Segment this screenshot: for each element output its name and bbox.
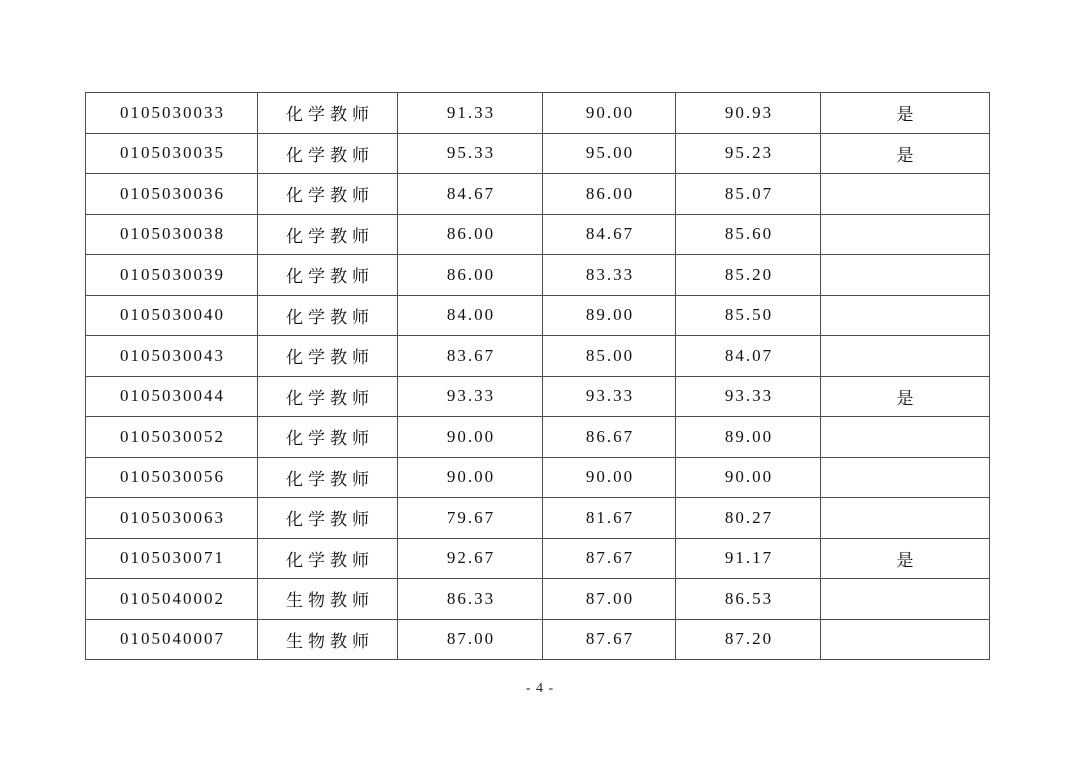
cell-exam-id: 0105030038 xyxy=(86,214,258,255)
cell-exam-id: 0105030044 xyxy=(86,376,258,417)
score-table xyxy=(85,92,990,660)
page-number: - 4 - xyxy=(525,681,555,696)
table-row xyxy=(86,538,990,579)
cell-score-1: 83.67 xyxy=(398,336,543,377)
cell-qualified-flag xyxy=(821,336,990,377)
cell-score-2: 90.00 xyxy=(543,93,676,134)
table-row xyxy=(86,457,990,498)
cell-exam-id: 0105040007 xyxy=(86,619,258,660)
cell-position: 生物教师 xyxy=(258,579,398,620)
cell-qualified-flag xyxy=(821,174,990,215)
table-row xyxy=(86,619,990,660)
cell-score-3: 90.00 xyxy=(676,457,821,498)
table-row xyxy=(86,133,990,174)
cell-qualified-flag xyxy=(821,457,990,498)
cell-score-1: 79.67 xyxy=(398,498,543,539)
cell-score-1: 95.33 xyxy=(398,133,543,174)
cell-exam-id: 0105030040 xyxy=(86,295,258,336)
cell-score-2: 85.00 xyxy=(543,336,676,377)
cell-score-1: 84.67 xyxy=(398,174,543,215)
table-row xyxy=(86,93,990,134)
cell-score-2: 87.00 xyxy=(543,579,676,620)
cell-score-3: 95.23 xyxy=(676,133,821,174)
cell-score-3: 91.17 xyxy=(676,538,821,579)
cell-score-3: 85.07 xyxy=(676,174,821,215)
cell-score-1: 91.33 xyxy=(398,93,543,134)
cell-score-1: 90.00 xyxy=(398,417,543,458)
cell-score-2: 90.00 xyxy=(543,457,676,498)
cell-position: 化学教师 xyxy=(258,457,398,498)
cell-position: 化学教师 xyxy=(258,174,398,215)
cell-position: 化学教师 xyxy=(258,417,398,458)
table-row xyxy=(86,214,990,255)
cell-qualified-flag: 是 xyxy=(821,538,990,579)
cell-score-2: 81.67 xyxy=(543,498,676,539)
score-table-body xyxy=(86,93,990,660)
cell-score-1: 87.00 xyxy=(398,619,543,660)
cell-score-1: 86.00 xyxy=(398,255,543,296)
cell-exam-id: 0105030043 xyxy=(86,336,258,377)
cell-score-3: 85.20 xyxy=(676,255,821,296)
cell-exam-id: 0105030063 xyxy=(86,498,258,539)
cell-score-2: 87.67 xyxy=(543,538,676,579)
cell-score-1: 84.00 xyxy=(398,295,543,336)
cell-exam-id: 0105030035 xyxy=(86,133,258,174)
cell-score-2: 93.33 xyxy=(543,376,676,417)
cell-score-1: 86.33 xyxy=(398,579,543,620)
cell-exam-id: 0105030036 xyxy=(86,174,258,215)
cell-exam-id: 0105030071 xyxy=(86,538,258,579)
cell-score-2: 86.00 xyxy=(543,174,676,215)
cell-score-3: 93.33 xyxy=(676,376,821,417)
cell-score-3: 86.53 xyxy=(676,579,821,620)
cell-score-2: 89.00 xyxy=(543,295,676,336)
cell-position: 化学教师 xyxy=(258,93,398,134)
cell-position: 生物教师 xyxy=(258,619,398,660)
table-row xyxy=(86,295,990,336)
cell-qualified-flag: 是 xyxy=(821,376,990,417)
cell-score-2: 87.67 xyxy=(543,619,676,660)
cell-exam-id: 0105040002 xyxy=(86,579,258,620)
table-row xyxy=(86,376,990,417)
cell-score-2: 86.67 xyxy=(543,417,676,458)
cell-exam-id: 0105030039 xyxy=(86,255,258,296)
cell-position: 化学教师 xyxy=(258,538,398,579)
table-row xyxy=(86,174,990,215)
cell-score-2: 95.00 xyxy=(543,133,676,174)
table-row xyxy=(86,417,990,458)
cell-qualified-flag xyxy=(821,498,990,539)
cell-qualified-flag xyxy=(821,214,990,255)
cell-exam-id: 0105030052 xyxy=(86,417,258,458)
cell-exam-id: 0105030033 xyxy=(86,93,258,134)
cell-score-1: 93.33 xyxy=(398,376,543,417)
cell-score-3: 90.93 xyxy=(676,93,821,134)
cell-score-3: 87.20 xyxy=(676,619,821,660)
cell-score-2: 83.33 xyxy=(543,255,676,296)
cell-position: 化学教师 xyxy=(258,133,398,174)
cell-position: 化学教师 xyxy=(258,255,398,296)
cell-qualified-flag: 是 xyxy=(821,93,990,134)
cell-score-1: 90.00 xyxy=(398,457,543,498)
cell-qualified-flag xyxy=(821,417,990,458)
cell-position: 化学教师 xyxy=(258,376,398,417)
cell-score-3: 85.50 xyxy=(676,295,821,336)
table-row xyxy=(86,498,990,539)
cell-score-3: 84.07 xyxy=(676,336,821,377)
table-row xyxy=(86,336,990,377)
cell-qualified-flag xyxy=(821,579,990,620)
cell-qualified-flag xyxy=(821,255,990,296)
cell-score-1: 92.67 xyxy=(398,538,543,579)
cell-position: 化学教师 xyxy=(258,336,398,377)
table-row xyxy=(86,255,990,296)
cell-score-3: 80.27 xyxy=(676,498,821,539)
table-row xyxy=(86,579,990,620)
cell-position: 化学教师 xyxy=(258,498,398,539)
cell-position: 化学教师 xyxy=(258,214,398,255)
cell-qualified-flag xyxy=(821,619,990,660)
cell-exam-id: 0105030056 xyxy=(86,457,258,498)
cell-qualified-flag xyxy=(821,295,990,336)
cell-score-3: 85.60 xyxy=(676,214,821,255)
cell-score-2: 84.67 xyxy=(543,214,676,255)
cell-qualified-flag: 是 xyxy=(821,133,990,174)
cell-score-1: 86.00 xyxy=(398,214,543,255)
cell-position: 化学教师 xyxy=(258,295,398,336)
cell-score-3: 89.00 xyxy=(676,417,821,458)
